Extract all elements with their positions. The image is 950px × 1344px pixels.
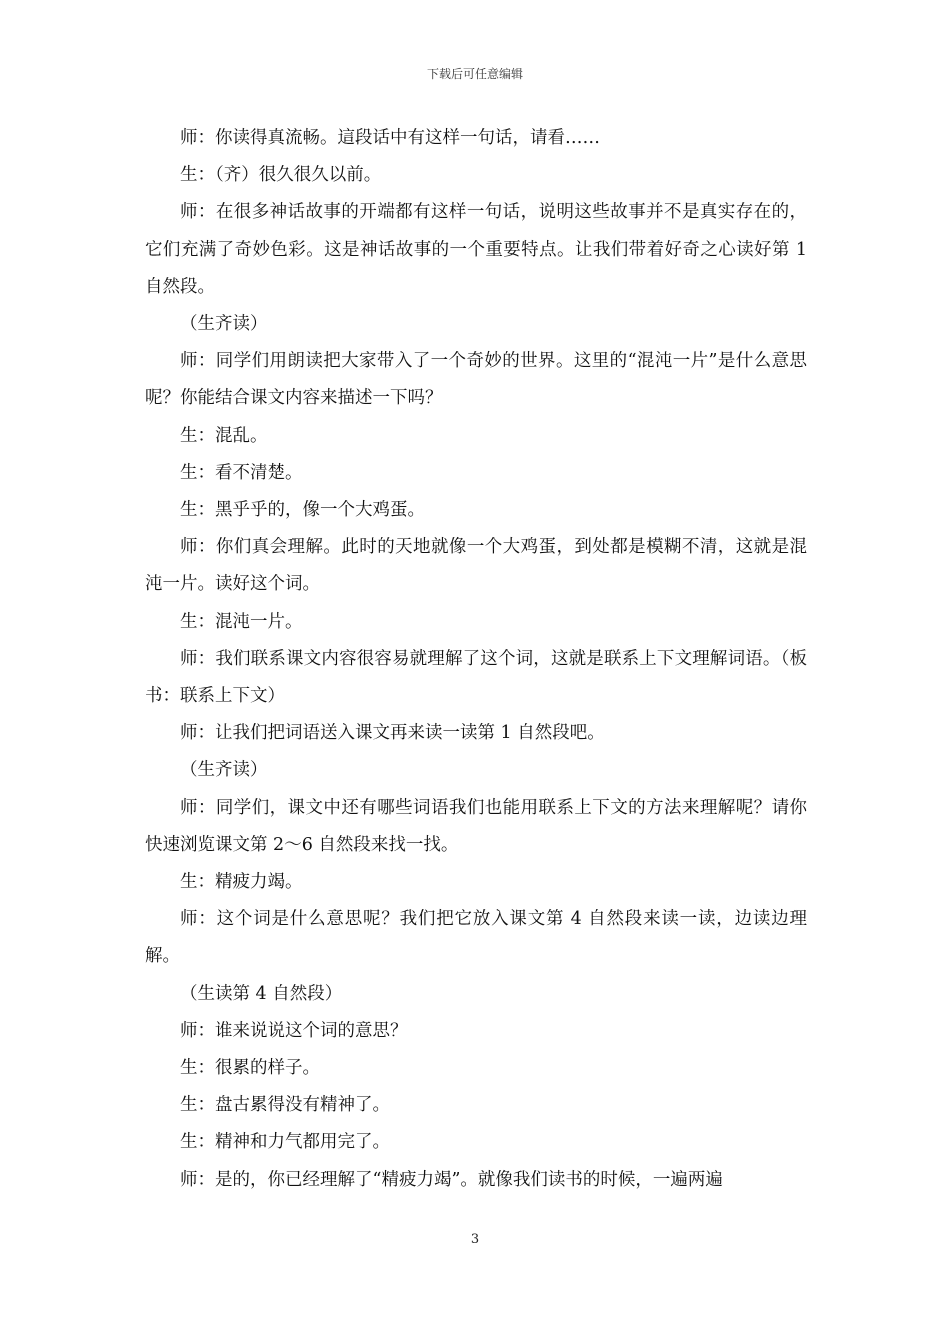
paragraph: 师：你读得真流畅。這段话中有这样一句话，请看…… — [180, 128, 600, 148]
paragraph: 生：精疲力竭。 — [180, 872, 303, 893]
paragraph: 师：谁来说说这个词的意思？ — [180, 1020, 408, 1041]
paragraph: 师：同学们，课文中还有哪些词语我们也能用联系上下文的方法来理解呢？请你快速浏览课文第 2～6 自然段来找一找。 — [145, 797, 807, 855]
document-body — [145, 120, 807, 1199]
page-number: 3 — [470, 1232, 480, 1247]
paragraph: 师：让我们把词语送入课文再来读一读第 1 自然段吧。 — [180, 723, 605, 744]
paragraph: 生：（齐）很久很久以前。 — [180, 165, 382, 186]
paragraph: （生齐读） — [180, 760, 268, 781]
paragraph: 生：混沌一片。 — [180, 611, 303, 632]
paragraph: 生：精神和力气都用完了。 — [180, 1132, 390, 1153]
paragraph: 师：这个词是什么意思呢？我们把它放入课文第 4 自然段来读一读，边读边理解。 — [145, 909, 807, 967]
paragraph: 生：盘古累得没有精神了。 — [180, 1095, 390, 1116]
paragraph: 师：是的，你已经理解了“精疲力竭”。就像我们读书的时候，一遍两遍 — [180, 1169, 723, 1190]
paragraph: 师：在很多神话故事的开端都有这样一句话，说明这些故事并不是真实存在的，它们充满了奇妙色彩。这是神话故事的一个重要特点。让我们带着好奇之心读好第 1 自然段。 — [145, 202, 807, 297]
paragraph: 生：混乱。 — [180, 425, 268, 446]
paragraph: 生：黑乎乎的，像一个大鸡蛋。 — [180, 500, 425, 521]
paragraph: （生齐读） — [180, 314, 268, 335]
paragraph: 师：我们联系课文内容很容易就理解了这个词，这就是联系上下文理解词语。（板书：联系上下文） — [145, 648, 807, 707]
paragraph: 生：很累的样子。 — [180, 1058, 320, 1079]
paragraph: 生：看不清楚。 — [180, 462, 303, 483]
paragraph: 师：同学们用朗读把大家带入了一个奇妙的世界。这里的“混沌一片”是什么意思呢？你能结合课文内容来描述一下吗？ — [145, 351, 807, 409]
page-header: 下载后可任意编辑 — [426, 67, 523, 81]
paragraph: 师：你们真会理解。此时的天地就像一个大鸡蛋，到处都是模糊不清，这就是混沌一片。读好这个词。 — [145, 537, 807, 595]
paragraph: （生读第 4 自然段） — [180, 983, 343, 1004]
